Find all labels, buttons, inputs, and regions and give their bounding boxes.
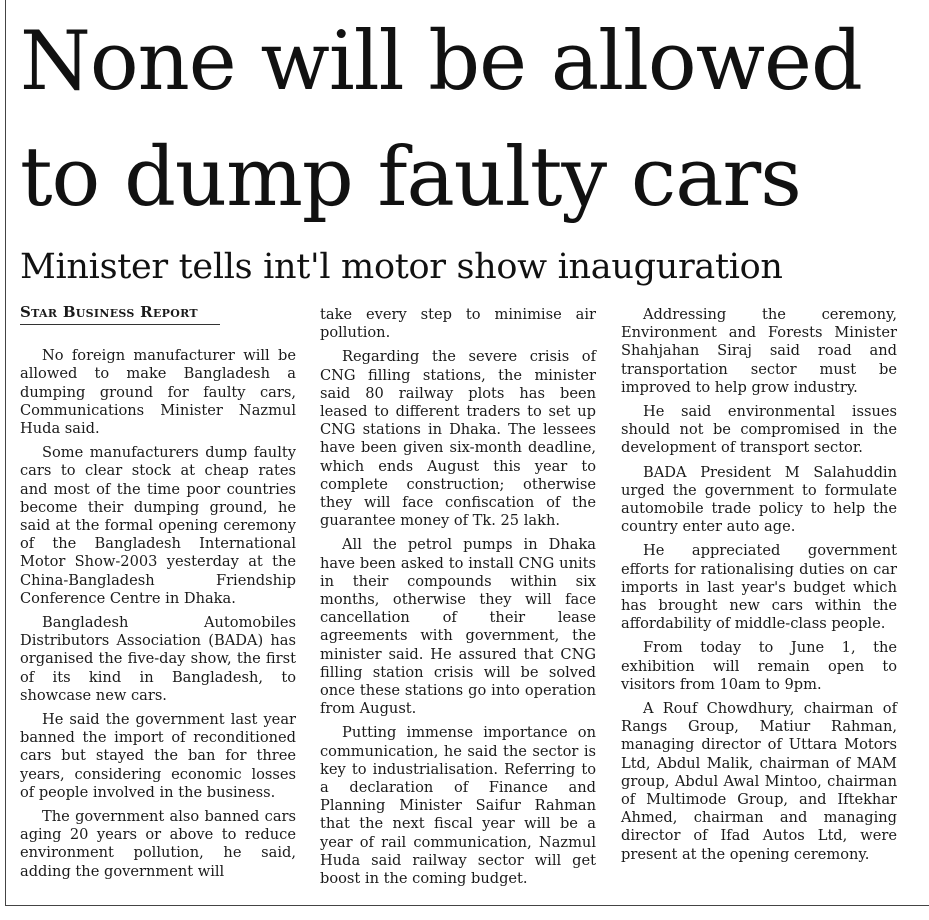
article-column-1 <box>20 303 296 887</box>
headline-line-2: to dump faulty cars <box>20 131 801 225</box>
paragraph: The government also banned cars aging 20 years or above to reduce environment pollution, he said, adding the government will <box>20 808 296 880</box>
paragraph: take every step to minimise air pollution. <box>320 306 596 342</box>
article-column-3 <box>621 306 897 870</box>
bottom-rule <box>5 905 929 906</box>
byline: Star Business Report <box>20 303 220 325</box>
headline <box>20 4 920 236</box>
paragraph: From today to June 1, the exhibition will remain open to visitors from 10am to 9pm. <box>621 639 897 693</box>
paragraph: Some manufacturers dump faulty cars to clear stock at cheap rates and most of the time poor countries become their dumping ground, he said at the formal opening ceremony of the Bangladesh International Motor Show-2003 yesterday at the China-Bangladesh Friendship Conference Centre in Dhaka. <box>20 444 296 607</box>
headline-line-1: None will be allowed <box>20 15 862 109</box>
article-column-2 <box>320 306 596 894</box>
paragraph: Bangladesh Automobiles Distributors Association (BADA) has organised the five-day show, the first of its kind in Bangladesh, to showcase new cars. <box>20 614 296 704</box>
subheadline: Minister tells int'l motor show inauguration <box>20 247 783 287</box>
paragraph: No foreign manufacturer will be allowed to make Bangladesh a dumping ground for faulty cars, Communications Minister Nazmul Huda said. <box>20 347 296 438</box>
paragraph: Regarding the severe crisis of CNG filling stations, the minister said 80 railway plots has been leased to different traders to set up CNG stations in Dhaka. The lessees have been given six-month deadline, which ends August this year to complete construction; otherwise they will face confiscation of the guarantee money of Tk. 25 lakh. <box>320 348 596 530</box>
paragraph: He said the government last year banned the import of reconditioned cars but stayed the ban for three years, considering economic losses of people involved in the business. <box>20 711 296 801</box>
paragraph: He appreciated government efforts for rationalising duties on car imports in last year's budget which has brought new cars within the affordability of middle-class people. <box>621 542 897 633</box>
paragraph: Putting immense importance on communication, he said the sector is key to industrialisation. Referring to a declaration of Finance and Planning Minister Saifur Rahman that the next fiscal year will be a year of rail communication, Nazmul Huda said railway sector will get boost in the coming budget. <box>320 724 596 888</box>
paragraph: All the petrol pumps in Dhaka have been asked to install CNG units in their compounds within six months, otherwise they will face cancellation of their lease agreements with government, the minister said. He assured that CNG filling station crisis will be solved once these stations go into operation from August. <box>320 536 596 718</box>
paragraph: BADA President M Salahuddin urged the government to formulate automobile trade policy to help the country enter auto age. <box>621 463 897 536</box>
paragraph: A Rouf Chowdhury, chairman of Rangs Group, Matiur Rahman, managing director of Uttara Motors Ltd, Abdul Malik, chairman of MAM group, Abdul Awal Mintoo, chairman of Multimode Group, and Iftekhar Ahmed, chairman and managing director of Ifad Autos Ltd, were present at the opening ceremony. <box>621 700 897 863</box>
left-column-rule <box>5 0 6 905</box>
paragraph: He said environmental issues should not be compromised in the development of transport sector. <box>621 403 897 457</box>
paragraph: Addressing the ceremony, Environment and Forests Minister Shahjahan Siraj said road and transportation sector must be improved to help grow industry. <box>621 306 897 396</box>
